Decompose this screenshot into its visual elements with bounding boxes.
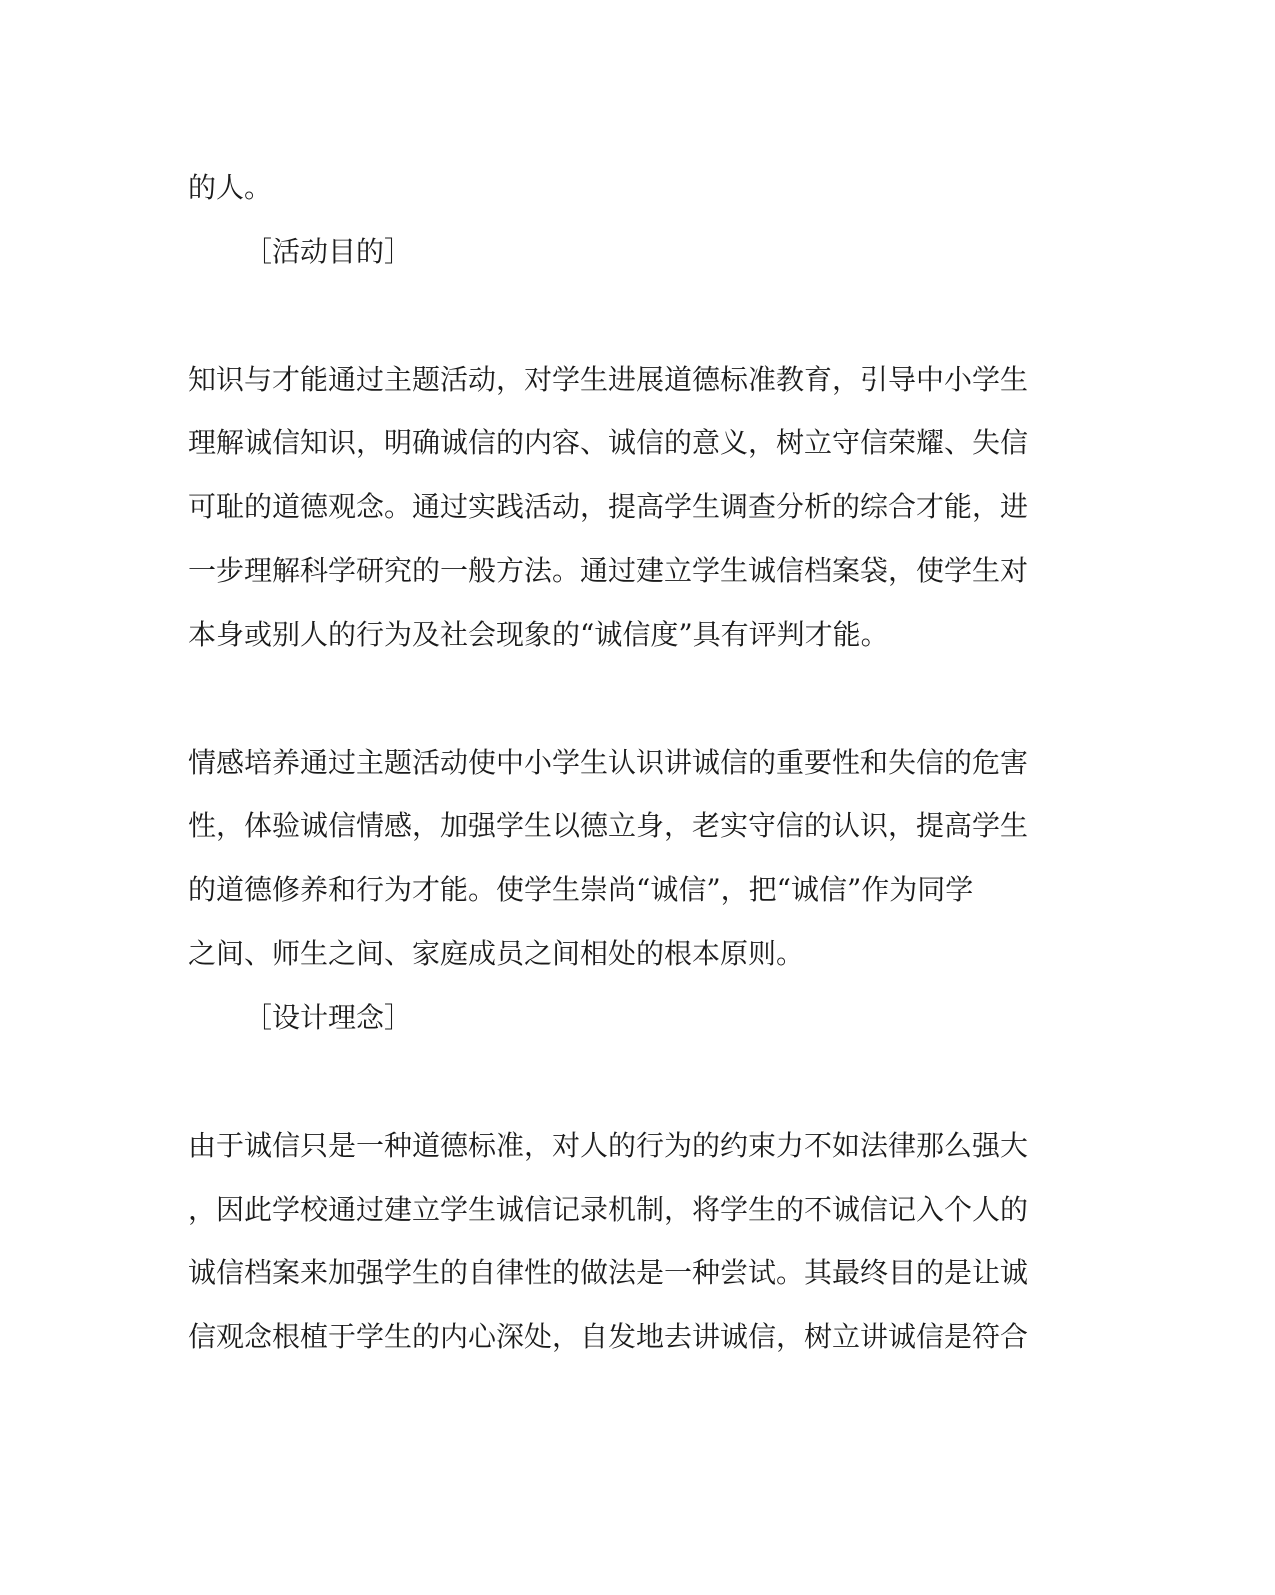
paragraph-line: 一步理解科学研究的一般方法。通过建立学生诚信档案袋，使学生对 xyxy=(188,554,1029,587)
paragraph-line: 情感培养通过主题活动使中小学生认识讲诚信的重要性和失信的危害 xyxy=(188,746,1029,779)
paragraph-line: 的道德修养和行为才能。使学生崇尚“诚信”，把“诚信”作为同学 xyxy=(188,873,974,906)
section-heading-activity-goals: ［活动目的］ xyxy=(244,235,413,268)
paragraph-line: 知识与才能通过主题活动，对学生进展道德标准教育，引导中小学生 xyxy=(188,363,1029,396)
paragraph-line: 可耻的道德观念。通过实践活动，提高学生调查分析的综合才能，进 xyxy=(188,490,1029,523)
opening-line: 的人。 xyxy=(188,171,273,204)
paragraph-line: 信观念根植于学生的内心深处，自发地去讲诚信，树立讲诚信是符合 xyxy=(188,1320,1029,1353)
paragraph-line: 由于诚信只是一种道德标准，对人的行为的约束力不如法律那么强大 xyxy=(188,1129,1029,1162)
paragraph-line: 理解诚信知识，明确诚信的内容、诚信的意义，树立守信荣耀、失信 xyxy=(188,426,1029,459)
paragraph-line: ，因此学校通过建立学生诚信记录机制，将学生的不诚信记入个人的 xyxy=(188,1193,1029,1226)
paragraph-line: 性，体验诚信情感，加强学生以德立身，老实守信的认识，提高学生 xyxy=(188,809,1029,842)
paragraph-line: 诚信档案来加强学生的自律性的做法是一种尝试。其最终目的是让诚 xyxy=(188,1256,1029,1289)
section-heading-design-concept: ［设计理念］ xyxy=(244,1001,413,1034)
paragraph-line: 本身或别人的行为及社会现象的“诚信度”具有评判才能。 xyxy=(188,618,889,651)
paragraph-line: 之间、师生之间、家庭成员之间相处的根本原则。 xyxy=(188,937,805,970)
